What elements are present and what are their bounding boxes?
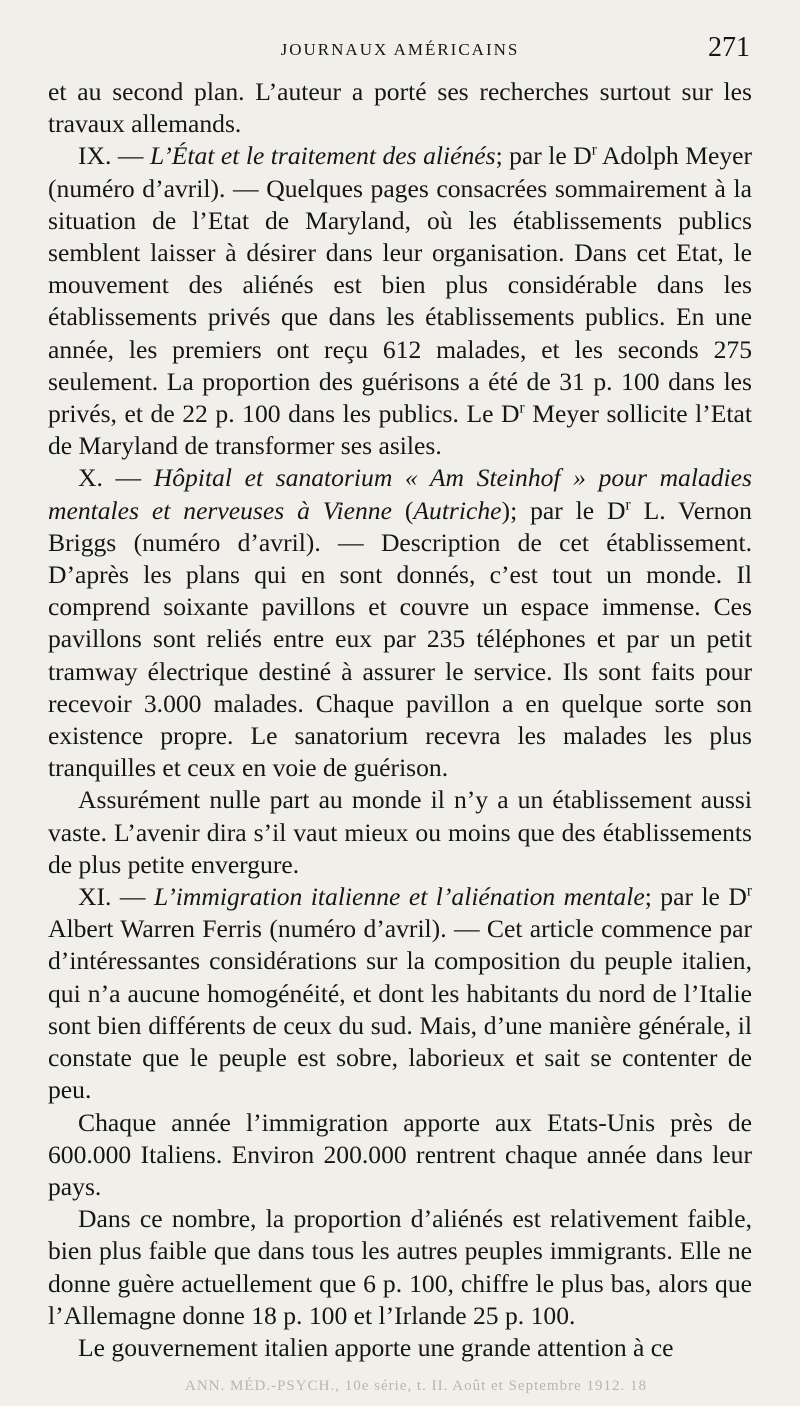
paragraph-text: Meyer sollicite l’Etat de Maryland de transformer ses asiles.: [48, 399, 752, 461]
paragraph-text: Albert Warren Ferris (numéro d’avril). — Cet article commence par d’intéressantes considérations sur la composition du peuple italien, qui n’a aucune homogénéité, et dont les habitants du nord de l’Italie sont bien différents de ceux du sud. Mais, d’une manière générale, il constate que le peuple est sobre, laborieux et sait se contenter de peu.: [48, 914, 752, 1105]
paragraph: Assurément nulle part au monde il n’y a un établissement aussi vaste. L’avenir dira s’il vaut mieux ou moins que des établissements de plus petite envergure.: [48, 785, 752, 879]
article-title: Autriche: [413, 495, 502, 525]
paragraph-text: ; par le D: [510, 495, 626, 525]
paragraph-text: (: [391, 495, 414, 525]
section-number: X. —: [78, 463, 142, 493]
superscript: r: [625, 496, 631, 514]
article-title: L’immigration italienne et l’aliénation mentale: [153, 882, 645, 912]
paragraph-section-xi: [48, 881, 752, 1106]
article-title: L’État et le traitement des aliénés: [149, 141, 496, 171]
section-number: XI. —: [78, 882, 146, 912]
paragraph-text: ; par le D: [644, 882, 747, 912]
paragraph-section-ix: [48, 140, 752, 462]
paragraph-continuation: et au second plan. L’auteur a porté ses recherches surtout sur les travaux allemands.: [48, 77, 752, 139]
printer-signature: ANN. MÉD.-PSYCH., 10e série, t. II. Août et Septembre 1912. 18: [185, 1378, 647, 1394]
section-number: IX. —: [78, 141, 144, 171]
paragraph-text: Adolph Meyer (numéro d’avril). — Quelques pages consacrées sommairement à la situation de l’Etat de Maryland, où les établissements publics semblent laisser à désirer dans leur organisation. Dans cet Etat, le mouvement des aliénés est bien plus considérable dans les établissements privés que dans les établissements publics. En une année, les premiers ont reçu 612 malades, et les seconds 275 seulement. La proportion des guérisons a été de 31 p. 100 dans les privés, et de 22 p. 100 dans les publics. Le D: [48, 141, 752, 429]
superscript: r: [591, 141, 597, 159]
paragraph-text: ): [501, 495, 511, 525]
running-title: JOURNAUX AMÉRICAINS: [280, 40, 520, 59]
page-number: 271: [708, 32, 750, 63]
article-title: Hôpital et sanatorium « Am Steinhof » pour maladies mentales et nerveuses à Vienne: [48, 463, 752, 525]
paragraph: Le gouvernement italien apporte une grande attention à ce: [78, 1332, 674, 1362]
paragraph-text: ; par le D: [495, 141, 592, 171]
running-head: [48, 28, 752, 76]
paragraph-section-x: [48, 462, 752, 784]
superscript: r: [519, 399, 525, 417]
paragraph-text: L. Vernon Briggs (numéro d’avril). — Description de cet établissement. D’après les plans qui en sont donnés, c’est tout un monde. Il comprend soixante pavillons et couvre un espace immense. Ces pavillons sont reliés entre eux par 235 téléphones et par un petit tramway électrique destiné à assurer le service. Ils sont faits pour recevoir 3.000 malades. Chaque pavillon a en quelque sorte son existence propre. Le sanatorium recevra les malades les plus tranquilles et ceux en voie de guérison.: [48, 495, 752, 783]
paragraph: Chaque année l’immigration apporte aux Etats-Unis près de 600.000 Italiens. Environ 200.000 rentrent chaque année dans leur pays.: [48, 1107, 752, 1201]
page-body: [48, 76, 752, 1364]
paragraph: Dans ce nombre, la proportion d’aliénés est relativement faible, bien plus faible que dans tous les autres peuples immigrants. Elle ne donne guère actuellement que 6 p. 100, chiffre le plus bas, alors que l’Allemagne donne 18 p. 100 et l’Irlande 25 p. 100.: [48, 1204, 752, 1330]
superscript: r: [746, 882, 752, 900]
